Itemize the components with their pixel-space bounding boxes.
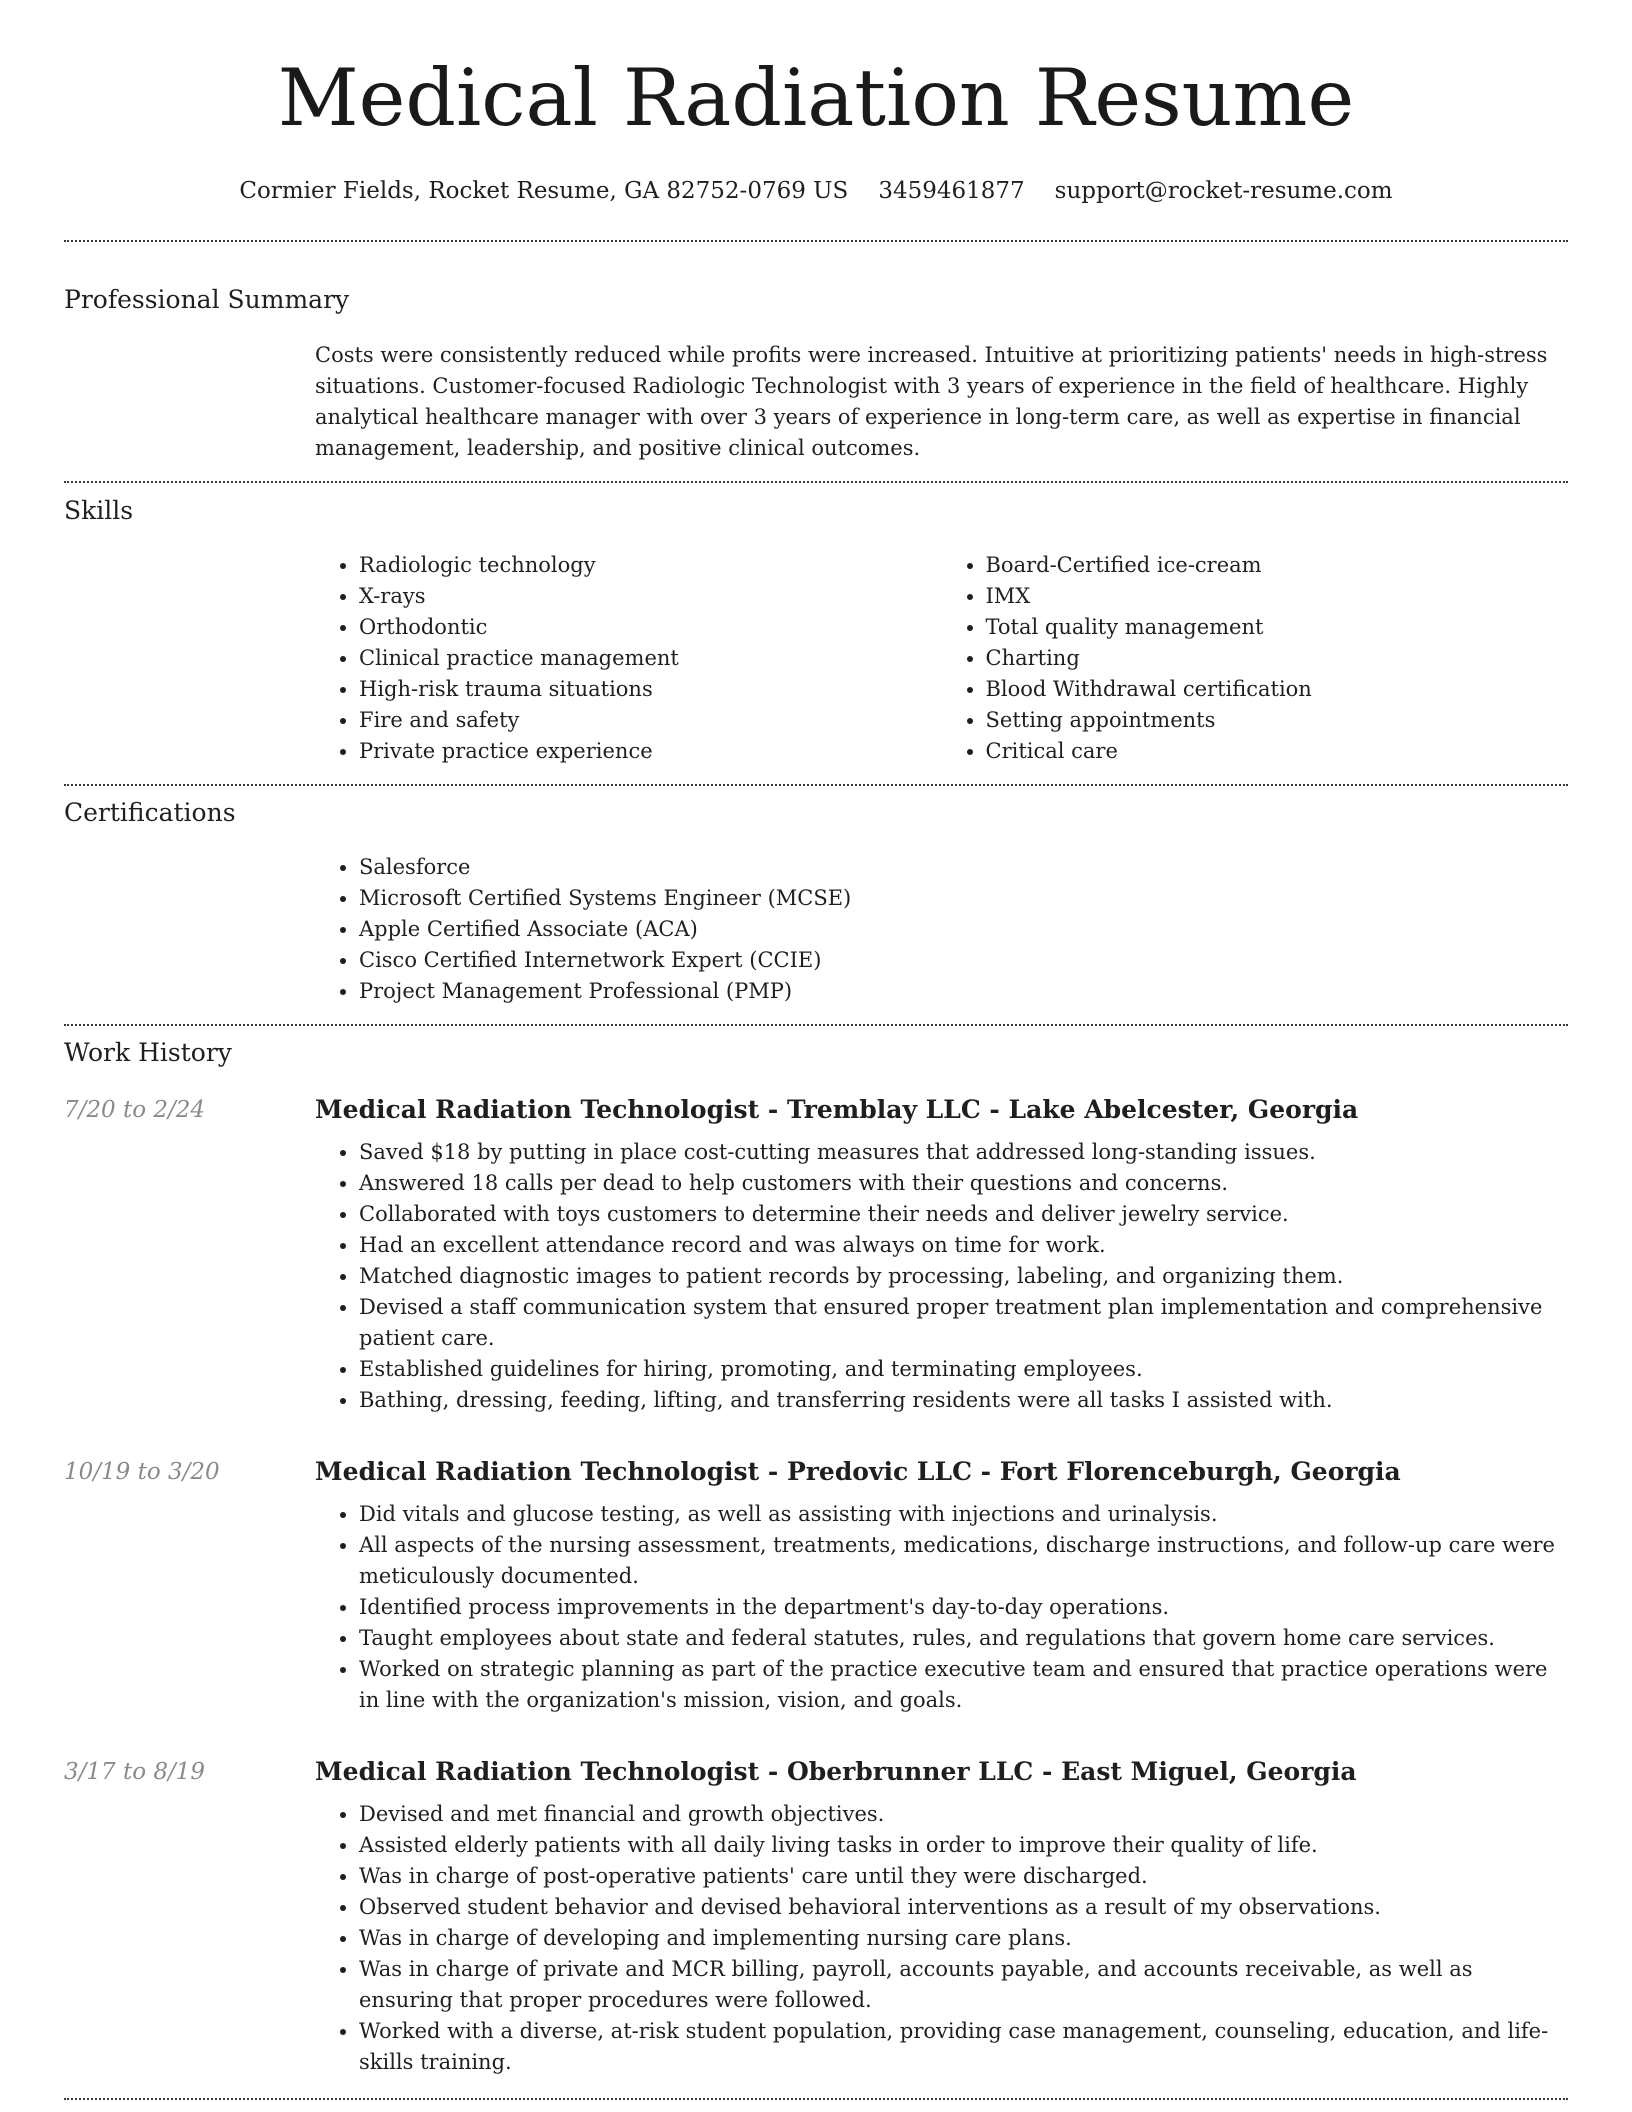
job-bullet: • Saved $18 by putting in place cost-cutting measures that addressed long-standing issues. bbox=[359, 1137, 1568, 1168]
job-bullet: • Observed student behavior and devised behavioral interventions as a result of my observations. bbox=[359, 1892, 1568, 1923]
skill-item: • Clinical practice management bbox=[359, 643, 942, 674]
skills-list-left bbox=[315, 550, 942, 767]
skill-item: • Fire and safety bbox=[359, 705, 942, 736]
certification-item: • Apple Certified Associate (ACA) bbox=[359, 914, 1568, 945]
skills-list-right bbox=[942, 550, 1569, 767]
skill-item: • Radiologic technology bbox=[359, 550, 942, 581]
divider bbox=[64, 784, 1568, 786]
job-bullets bbox=[315, 1499, 1568, 1716]
work-heading: Work History bbox=[64, 1038, 232, 1067]
job-dates: 10/19 to 3/20 bbox=[64, 1459, 220, 1485]
job-bullet: • Did vitals and glucose testing, as well as assisting with injections and urinalysis. bbox=[359, 1499, 1568, 1530]
job-bullet: • Collaborated with toys customers to determine their needs and deliver jewelry service. bbox=[359, 1199, 1568, 1230]
skills-heading: Skills bbox=[64, 496, 134, 525]
skill-item: • High-risk trauma situations bbox=[359, 674, 942, 705]
resume-title: Medical Radiation Resume bbox=[277, 52, 1355, 144]
job-bullet: • Matched diagnostic images to patient records by processing, labeling, and organizing them. bbox=[359, 1261, 1568, 1292]
job-bullet: • Answered 18 calls per dead to help customers with their questions and concerns. bbox=[359, 1168, 1568, 1199]
skill-item: • Critical care bbox=[986, 736, 1569, 767]
skills-body bbox=[315, 550, 1568, 767]
job-bullet: • Bathing, dressing, feeding, lifting, and transferring residents were all tasks I assisted with. bbox=[359, 1385, 1568, 1416]
skill-item: • Private practice experience bbox=[359, 736, 942, 767]
job-bullets bbox=[315, 1137, 1568, 1416]
certifications-body bbox=[315, 852, 1568, 1007]
divider bbox=[64, 481, 1568, 483]
job-dates: 3/17 to 8/19 bbox=[64, 1759, 206, 1785]
divider bbox=[64, 2098, 1568, 2100]
job-entry bbox=[315, 1093, 1568, 1416]
job-title: Medical Radiation Technologist - Tremblay LLC - Lake Abelcester, Georgia bbox=[315, 1095, 1359, 1124]
job-bullet: • Taught employees about state and federal statutes, rules, and regulations that govern home care services. bbox=[359, 1623, 1568, 1654]
resume-header bbox=[0, 0, 1632, 208]
job-bullet: • All aspects of the nursing assessment, treatments, medications, discharge instructions, and follow-up care were meticulously documented. bbox=[359, 1530, 1568, 1592]
summary-body bbox=[315, 340, 1568, 464]
contact-line bbox=[0, 174, 1632, 208]
divider bbox=[64, 240, 1568, 242]
job-bullet: • Established guidelines for hiring, promoting, and terminating employees. bbox=[359, 1354, 1568, 1385]
job-bullets bbox=[315, 1799, 1568, 2078]
certifications-list bbox=[315, 852, 1568, 1007]
certification-item: • Project Management Professional (PMP) bbox=[359, 976, 1568, 1007]
summary-heading: Professional Summary bbox=[64, 285, 350, 314]
skill-item: • Board-Certified ice-cream bbox=[986, 550, 1569, 581]
contact-email: support@rocket-resume.com bbox=[1054, 178, 1393, 204]
skills-columns bbox=[315, 550, 1568, 767]
job-bullet: • Worked with a diverse, at-risk student population, providing case management, counseling, education, and life-skills training. bbox=[359, 2016, 1568, 2078]
divider bbox=[64, 1024, 1568, 1026]
skill-item: • Total quality management bbox=[986, 612, 1569, 643]
contact-phone: 3459461877 bbox=[878, 178, 1025, 204]
job-bullet: • Was in charge of developing and implementing nursing care plans. bbox=[359, 1923, 1568, 1954]
job-title: Medical Radiation Technologist - Predovic LLC - Fort Florenceburgh, Georgia bbox=[315, 1457, 1401, 1486]
job-bullet: • Worked on strategic planning as part of the practice executive team and ensured that practice operations were in line with the organization's mission, vision, and goals. bbox=[359, 1654, 1568, 1716]
job-dates: 7/20 to 2/24 bbox=[64, 1097, 206, 1123]
skill-item: • X-rays bbox=[359, 581, 942, 612]
job-bullet: • Devised a staff communication system that ensured proper treatment plan implementation and comprehensive patient care. bbox=[359, 1292, 1568, 1354]
job-bullet: • Was in charge of private and MCR billing, payroll, accounts payable, and accounts receivable, as well as ensuring that proper procedures were followed. bbox=[359, 1954, 1568, 2016]
job-bullet: • Devised and met financial and growth objectives. bbox=[359, 1799, 1568, 1830]
contact-address: Cormier Fields, Rocket Resume, GA 82752-0769 US bbox=[239, 178, 849, 204]
job-bullet: • Was in charge of post-operative patients' care until they were discharged. bbox=[359, 1861, 1568, 1892]
certification-item: • Salesforce bbox=[359, 852, 1568, 883]
job-bullet: • Identified process improvements in the department's day-to-day operations. bbox=[359, 1592, 1568, 1623]
job-bullet: • Had an excellent attendance record and was always on time for work. bbox=[359, 1230, 1568, 1261]
job-entry bbox=[315, 1455, 1568, 1716]
job-entry bbox=[315, 1755, 1568, 2078]
skill-item: • Blood Withdrawal certification bbox=[986, 674, 1569, 705]
certifications-heading: Certifications bbox=[64, 798, 236, 827]
certification-item: • Microsoft Certified Systems Engineer (MCSE) bbox=[359, 883, 1568, 914]
certification-item: • Cisco Certified Internetwork Expert (CCIE) bbox=[359, 945, 1568, 976]
skill-item: • Orthodontic bbox=[359, 612, 942, 643]
skill-item: • IMX bbox=[986, 581, 1569, 612]
skill-item: • Charting bbox=[986, 643, 1569, 674]
summary-text: Costs were consistently reduced while profits were increased. Intuitive at prioritizing patients' needs in high-stress situations. Customer-focused Radiologic Technologist with 3 years of experience in the field of healthcare. Highly analytical healthcare manager with over 3 years of experience in long-term care, as well as expertise in financial management, leadership, and positive clinical outcomes. bbox=[315, 343, 1548, 460]
skill-item: • Setting appointments bbox=[986, 705, 1569, 736]
job-bullet: • Assisted elderly patients with all daily living tasks in order to improve their quality of life. bbox=[359, 1830, 1568, 1861]
job-title: Medical Radiation Technologist - Oberbrunner LLC - East Miguel, Georgia bbox=[315, 1757, 1357, 1786]
